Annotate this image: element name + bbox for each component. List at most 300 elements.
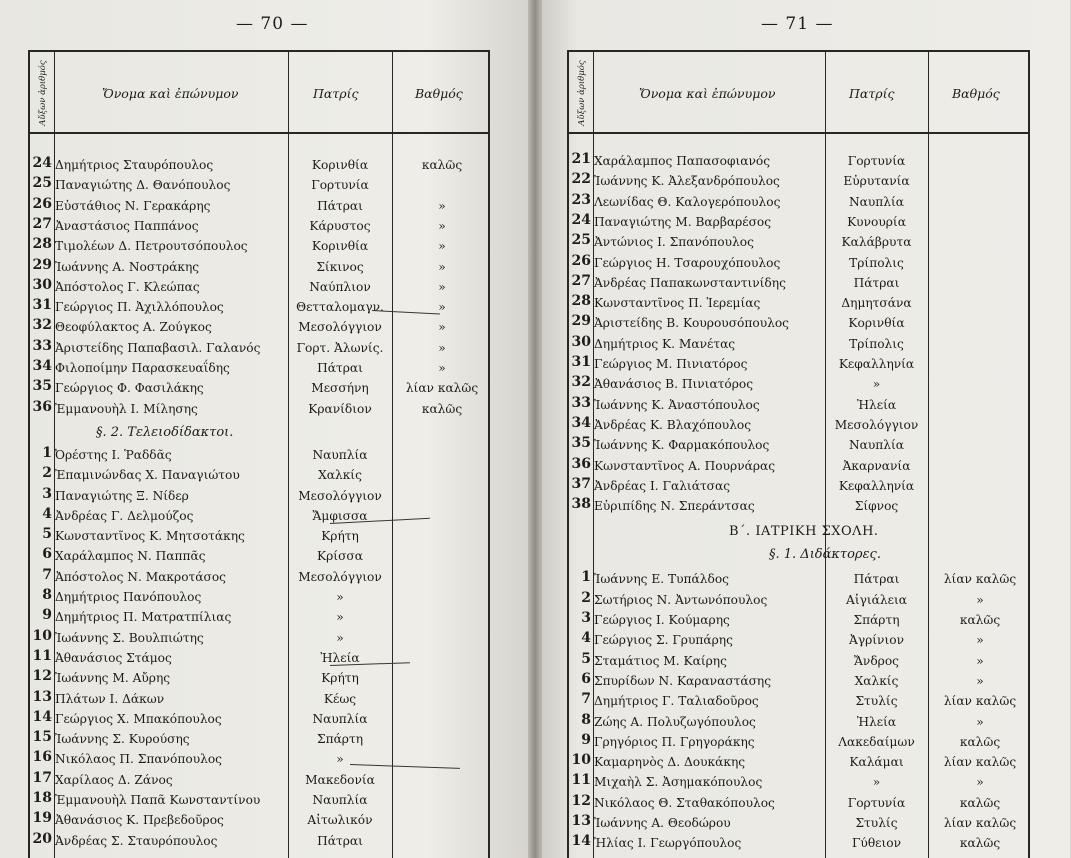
table-row xyxy=(30,832,488,853)
row-number: 35 xyxy=(571,435,591,452)
row-homeland: Κρήτη xyxy=(321,529,359,544)
row-grade: » xyxy=(438,300,446,315)
table-row xyxy=(569,611,1028,632)
row-name: Σταμάτιος Μ. Καίρης xyxy=(594,653,727,668)
row-name: Ἰωάννης Κ. Φαρμακόπουλος xyxy=(594,438,770,453)
table-row xyxy=(569,416,1028,437)
row-name: Σωτήριος Ν. Ἀντωνόπουλος xyxy=(594,592,768,607)
header-number: Αὔξων ἀριθμός xyxy=(577,60,587,126)
row-name: Φιλοποίμην Παρασκευαΐδης xyxy=(55,361,230,375)
row-homeland: Ἄνδρος xyxy=(853,653,900,668)
page-number: — 70 — xyxy=(236,14,309,34)
row-number: 12 xyxy=(571,792,591,809)
row-grade: » xyxy=(438,218,446,233)
row-homeland: Γορτυνία xyxy=(847,154,906,168)
row-grade: » xyxy=(976,653,984,668)
row-grade: λίαν καλῶς xyxy=(943,816,1017,830)
row-number: 29 xyxy=(32,256,52,273)
table-row xyxy=(30,237,488,258)
row-grade: λίαν καλῶς xyxy=(943,694,1017,709)
table-row xyxy=(569,733,1028,754)
row-grade: » xyxy=(438,340,446,355)
header-homeland: Πατρίς xyxy=(313,86,359,101)
school-title: Β΄. ΙΑΤΡΙΚΗ ΣΧΟΛΗ. xyxy=(729,524,879,540)
row-homeland: Μακεδονία xyxy=(305,772,375,787)
row-name: Ἀνδρέας Σ. Σταυρόπουλος xyxy=(55,833,218,848)
row-number: 15 xyxy=(32,729,52,746)
header-grade: Βαθμός xyxy=(952,86,1000,101)
row-name: Γεώργιος Φ. Φασιλάκης xyxy=(55,381,204,396)
row-grade: καλῶς xyxy=(959,795,1001,810)
row-number: 22 xyxy=(571,171,591,188)
table-row xyxy=(30,466,488,487)
row-number: 10 xyxy=(32,627,52,644)
row-number: 7 xyxy=(581,691,591,708)
table-row xyxy=(569,591,1028,612)
table-row xyxy=(569,713,1028,734)
table-row xyxy=(30,750,488,771)
row-grade: » xyxy=(438,259,446,274)
row-name: Γεώργιος Ι. Κούμαρης xyxy=(594,613,730,627)
table-row xyxy=(30,730,488,751)
row-number: 36 xyxy=(571,455,591,472)
row-homeland: » xyxy=(336,752,344,767)
row-name: Ἐπαμινώνδας Χ. Παναγιώτου xyxy=(55,468,240,483)
row-name: Γεώργιος Η. Τσαρουχόπουλος xyxy=(594,255,781,270)
row-name: Ἀνδρέας Ι. Γαλιάτσας xyxy=(594,478,731,493)
row-name: Θεοφύλακτος Α. Ζούγκος xyxy=(55,320,212,335)
row-name: Ἀπόστολος Ν. Μακροτάσος xyxy=(55,569,227,584)
table-row xyxy=(30,217,488,238)
row-number: 4 xyxy=(581,630,591,647)
table-row xyxy=(30,197,488,218)
row-number: 37 xyxy=(571,475,591,492)
table-row xyxy=(569,274,1028,295)
row-homeland: Ναυπλία xyxy=(312,711,368,726)
table-row xyxy=(569,436,1028,457)
row-grade: λίαν καλῶς xyxy=(405,381,479,396)
table-row xyxy=(30,359,488,380)
table-row xyxy=(30,278,488,299)
row-homeland: Στυλίς xyxy=(855,816,898,830)
row-number: 33 xyxy=(32,337,52,354)
row-number: 38 xyxy=(571,496,591,513)
row-homeland: Κορινθία xyxy=(848,316,905,331)
row-number: 13 xyxy=(571,813,591,829)
row-homeland: Μεσολόγγιον xyxy=(298,488,382,503)
register-table-left xyxy=(28,50,490,858)
row-name: Ἀθανάσιος Κ. Πρεβεδοῦρος xyxy=(55,813,224,828)
row-homeland: Κορινθία xyxy=(311,158,369,172)
table-row xyxy=(569,355,1028,376)
table-row xyxy=(30,527,488,548)
row-number: 28 xyxy=(32,236,52,253)
table-row xyxy=(30,568,488,589)
table-row xyxy=(569,570,1028,591)
section-title: §. 1. Διδάκτορες. xyxy=(769,547,881,563)
row-name: Χαράλαμπος Παπασοφιανός xyxy=(594,154,771,168)
row-homeland: Ναυπλία xyxy=(848,194,905,209)
row-number: 5 xyxy=(42,526,52,543)
section-title: §. 2. Τελειοδίδακτοι. xyxy=(96,424,234,440)
table-row xyxy=(569,375,1028,396)
row-homeland: Γύθειον xyxy=(851,836,902,851)
table-row xyxy=(569,814,1028,835)
row-number: 23 xyxy=(571,191,591,208)
row-homeland: Πάτραι xyxy=(317,833,363,848)
row-number: 4 xyxy=(42,505,52,522)
table-row xyxy=(569,652,1028,673)
row-homeland: Σπάρτη xyxy=(853,613,900,627)
row-number: 24 xyxy=(571,211,591,228)
row-homeland: Χαλκίς xyxy=(854,673,899,688)
row-name: Ἀθανάσιος Β. Πινιατόρος xyxy=(594,377,754,392)
row-name: Ἀριστείδης Παπαβασιλ. Γαλανός xyxy=(55,340,261,355)
row-name: Γεώργιος Χ. Μπακόπουλος xyxy=(55,711,222,726)
table-row xyxy=(569,477,1028,498)
row-homeland: Ναυπλία xyxy=(312,793,368,807)
row-homeland: Ἠλεία xyxy=(320,650,360,665)
table-row xyxy=(30,400,488,421)
row-number: 30 xyxy=(571,333,591,350)
row-homeland: Μεσολόγγιον xyxy=(298,569,382,584)
table-row xyxy=(30,379,488,400)
row-number: 35 xyxy=(32,378,52,395)
row-name: Ἀπόστολος Γ. Κλεώπας xyxy=(55,279,200,294)
row-number: 6 xyxy=(42,546,52,563)
row-grade: » xyxy=(976,673,984,688)
row-homeland: Ναυπλία xyxy=(848,438,905,453)
row-name: Ἀντώνιος Ι. Σπανόπουλος xyxy=(594,235,754,250)
row-homeland: Στυλίς xyxy=(855,694,898,709)
row-name: Ἀνδρέας Κ. Βλαχόπουλος xyxy=(594,417,752,432)
row-homeland: Κυνουρία xyxy=(847,214,906,229)
row-number: 3 xyxy=(581,610,591,626)
row-homeland: Γορτ. Ἀλωνίς. xyxy=(296,340,384,355)
row-name: Γεώργιος Σ. Γρυπάρης xyxy=(594,633,733,648)
page-70 xyxy=(0,0,535,858)
row-name: Καμαρηνὸς Δ. Δουκάκης xyxy=(594,755,746,770)
header-name: Ὄνομα καὶ ἐπώνυμον xyxy=(102,86,239,101)
table-row xyxy=(569,213,1028,234)
row-number: 27 xyxy=(571,272,591,289)
row-grade: » xyxy=(976,775,984,790)
table-row xyxy=(30,690,488,711)
row-homeland: Ἠλεία xyxy=(856,397,897,412)
row-number: 20 xyxy=(32,830,52,847)
row-number: 32 xyxy=(571,374,591,391)
row-name: Σπυρίδων Ν. Καραναστάσης xyxy=(594,673,772,688)
row-homeland: Πάτραι xyxy=(317,361,363,375)
row-number: 27 xyxy=(32,215,52,232)
row-name: Παναγιώτης Δ. Θανόπουλος xyxy=(55,178,231,193)
row-name: Παναγιώτης Μ. Βαρβαρέσος xyxy=(594,214,772,229)
row-grade: » xyxy=(438,320,446,335)
row-number: 34 xyxy=(32,358,52,374)
row-grade: » xyxy=(438,279,446,294)
row-name: Λεωνίδας Θ. Καλογερόπουλος xyxy=(594,194,781,209)
row-homeland: Ἀκαρνανία xyxy=(842,458,911,473)
row-grade: » xyxy=(438,361,446,375)
table-row xyxy=(30,547,488,568)
row-name: Γεώργιος Π. Ἀχιλλόπουλος xyxy=(55,300,224,315)
table-row xyxy=(569,773,1028,794)
row-grade: » xyxy=(976,592,984,607)
row-homeland: Θετταλομαγν. xyxy=(296,300,384,315)
row-homeland: » xyxy=(336,630,344,645)
row-name: Πλάτων Ι. Δάκων xyxy=(55,691,165,706)
row-name: Ἐμμανουὴλ Ι. Μίλησης xyxy=(55,401,198,416)
row-name: Ἠλίας Ι. Γεωργόπουλος xyxy=(594,836,742,851)
table-row xyxy=(569,794,1028,815)
row-name: Εὐριπίδης Ν. Σπεράντσας xyxy=(594,499,755,514)
row-homeland: Πάτραι xyxy=(317,198,363,213)
row-name: Χαράλαμπος Ν. Παππᾶς xyxy=(55,549,206,564)
register-table-right xyxy=(567,50,1030,858)
table-row xyxy=(30,629,488,650)
row-number: 26 xyxy=(571,252,591,269)
row-number: 10 xyxy=(571,752,591,769)
row-number: 26 xyxy=(32,195,52,212)
table-row xyxy=(30,156,488,177)
row-number: 28 xyxy=(571,293,591,310)
row-homeland: Ἠλεία xyxy=(856,714,897,729)
row-number: 3 xyxy=(42,485,52,502)
row-homeland: Τρίπολις xyxy=(849,336,904,351)
table-row xyxy=(30,710,488,731)
table-row xyxy=(30,298,488,319)
row-homeland: » xyxy=(872,775,881,790)
row-grade: λίαν καλῶς xyxy=(943,755,1017,770)
row-homeland: Ναύπλιον xyxy=(309,279,371,294)
row-grade: καλῶς xyxy=(421,401,463,416)
row-name: Ἰωάννης Σ. Κυρούσης xyxy=(55,732,190,747)
row-name: Εὐστάθιος Ν. Γερακάρης xyxy=(55,198,211,213)
row-number: 13 xyxy=(32,688,52,705)
row-number: 32 xyxy=(32,317,52,334)
row-name: Ὀρέστης Ι. Ῥαδδᾶς xyxy=(55,447,172,462)
row-grade: καλῶς xyxy=(959,734,1001,749)
row-name: Νικόλαος Π. Σπανόπουλος xyxy=(55,752,223,767)
row-homeland: Κάρυστος xyxy=(309,218,371,233)
row-name: Χαρίλαος Δ. Ζάνος xyxy=(55,772,173,787)
table-row xyxy=(30,811,488,832)
row-number: 25 xyxy=(32,175,52,192)
row-number: 33 xyxy=(571,394,591,411)
row-number: 9 xyxy=(581,731,591,748)
table-row xyxy=(569,692,1028,713)
table-row xyxy=(30,176,488,197)
row-number: 31 xyxy=(32,297,52,314)
row-name: Ἀνδρέας Παπακωνσταντινίδης xyxy=(594,275,786,290)
row-homeland: Σίφνος xyxy=(854,499,899,514)
row-number: 30 xyxy=(32,276,52,293)
row-homeland: Μεσολόγγιον xyxy=(298,320,382,335)
row-grade: καλῶς xyxy=(959,836,1001,851)
row-homeland: Αἰτωλικόν xyxy=(307,813,373,828)
row-number: 1 xyxy=(581,569,591,586)
row-name: Ἀριστείδης Β. Κουρουσόπουλος xyxy=(594,316,790,331)
row-homeland: Χαλκίς xyxy=(318,468,362,483)
row-name: Τιμολέων Δ. Πετρουτσόπουλος xyxy=(55,239,248,254)
row-number: 5 xyxy=(581,650,591,667)
row-homeland: » xyxy=(872,377,881,392)
table-header xyxy=(569,52,1028,134)
table-row xyxy=(569,294,1028,315)
row-number: 19 xyxy=(32,810,52,827)
table-row xyxy=(30,791,488,812)
table-row xyxy=(569,254,1028,275)
row-number: 34 xyxy=(571,414,591,431)
row-name: Δημήτριος Πανόπουλος xyxy=(55,590,202,604)
row-name: Ἰωάννης Α. Θεοδώρου xyxy=(594,816,731,830)
row-number: 8 xyxy=(581,711,591,728)
row-name: Γεώργιος Μ. Πινιατόρος xyxy=(594,357,748,371)
table-row xyxy=(569,172,1028,193)
row-homeland: Μεσολόγγιον xyxy=(834,417,919,432)
row-number: 14 xyxy=(32,708,52,725)
row-name: Ζώης Α. Πολυζωγόπουλος xyxy=(594,714,756,729)
row-number: 11 xyxy=(571,772,591,789)
table-row xyxy=(30,649,488,670)
row-homeland: Εὐρυτανία xyxy=(843,174,910,189)
row-number: 31 xyxy=(571,354,591,370)
row-number: 11 xyxy=(32,647,52,664)
row-number: 2 xyxy=(581,589,591,606)
table-row xyxy=(569,193,1028,214)
row-name: Ἐμμανουὴλ Παπᾶ Κωνσταντίνου xyxy=(55,793,261,807)
row-name: Ἰωάννης Ε. Τυπάλδος xyxy=(594,572,729,587)
table-row xyxy=(30,771,488,792)
row-number: 21 xyxy=(571,151,591,167)
row-number: 18 xyxy=(32,790,52,806)
row-homeland: » xyxy=(336,590,344,604)
row-homeland: Πάτραι xyxy=(853,275,900,290)
table-row xyxy=(30,339,488,360)
header-number: Αὔξων ἀριθμός xyxy=(38,60,48,126)
row-number: 1 xyxy=(42,444,52,461)
row-homeland: Αἰγιάλεια xyxy=(846,592,907,607)
header-name: Ὄνομα καὶ ἐπώνυμον xyxy=(639,86,776,101)
table-row xyxy=(569,335,1028,356)
row-number: 7 xyxy=(42,566,52,583)
table-row xyxy=(569,396,1028,417)
table-row xyxy=(30,318,488,339)
table-row xyxy=(569,233,1028,254)
book-gutter xyxy=(528,0,542,858)
row-number: 2 xyxy=(42,465,52,482)
row-grade: » xyxy=(438,239,446,254)
page-number: — 71 — xyxy=(761,14,834,34)
row-number: 16 xyxy=(32,749,52,766)
row-homeland: Κεφαλληνία xyxy=(838,357,915,371)
row-number: 9 xyxy=(42,607,52,624)
header-grade: Βαθμός xyxy=(415,86,463,101)
row-name: Μιχαὴλ Σ. Ἀσημακόπουλος xyxy=(594,775,763,790)
row-homeland: Ναυπλία xyxy=(312,447,368,462)
row-name: Ἀναστάσιος Παππάνος xyxy=(55,218,199,233)
row-number: 8 xyxy=(42,587,52,603)
row-homeland: Κρανίδιον xyxy=(308,401,372,416)
table-row xyxy=(30,258,488,279)
row-name: Ἰωάννης Κ. Ἀλεξανδρόπουλος xyxy=(594,174,780,189)
row-name: Ἰωάννης Μ. Αὔρης xyxy=(55,671,171,686)
row-number: 12 xyxy=(32,668,52,685)
row-number: 17 xyxy=(32,769,52,786)
row-name: Δημήτριος Κ. Μανέτας xyxy=(594,336,736,351)
row-grade: » xyxy=(976,633,984,648)
row-grade: λίαν καλῶς xyxy=(943,572,1017,587)
row-name: Δημήτριος Σταυρόπουλος xyxy=(55,158,214,172)
table-header xyxy=(30,52,488,134)
row-homeland: Γορτυνία xyxy=(847,795,906,810)
row-name: Γρηγόριος Π. Γρηγοράκης xyxy=(594,734,755,749)
row-name: Ἀνδρέας Γ. Δελμούζος xyxy=(55,508,194,523)
row-number: 24 xyxy=(32,155,52,171)
header-homeland: Πατρίς xyxy=(849,86,895,101)
row-name: Ἰωάννης Κ. Ἀναστόπουλος xyxy=(594,397,760,412)
row-grade: » xyxy=(438,198,446,213)
row-homeland: Σίκινος xyxy=(316,259,364,274)
table-row xyxy=(569,497,1028,518)
table-row xyxy=(30,669,488,690)
row-homeland: Καλάμαι xyxy=(849,755,904,770)
row-homeland: Κεφαλληνία xyxy=(838,478,915,493)
row-name: Κωνσταντῖνος Κ. Μητσοτάκης xyxy=(55,529,245,544)
table-row xyxy=(30,588,488,609)
row-name: Ἰωάννης Α. Νοστράκης xyxy=(55,259,200,274)
row-name: Δημήτριος Γ. Ταλιαδοῦρος xyxy=(594,694,759,709)
row-homeland: Λακεδαίμων xyxy=(838,734,915,749)
table-row xyxy=(569,631,1028,652)
row-grade: καλῶς xyxy=(959,613,1001,627)
table-row xyxy=(569,672,1028,693)
row-homeland: Καλάβρυτα xyxy=(841,235,912,250)
row-grade: καλῶς xyxy=(421,158,463,172)
row-number: 14 xyxy=(571,833,591,850)
row-homeland: Ἀγρίνιον xyxy=(849,633,904,648)
row-grade: » xyxy=(976,714,984,729)
row-homeland: Δημητσάνα xyxy=(841,296,912,311)
row-homeland: Πάτραι xyxy=(853,572,900,587)
row-name: Παναγιώτης Ξ. Νίδερ xyxy=(55,488,189,503)
table-row xyxy=(569,457,1028,478)
row-name: Δημήτριος Π. Ματρατπίλιας xyxy=(55,610,232,625)
row-name: Ἰωάννης Σ. Βουλπιώτης xyxy=(55,630,204,645)
table-row xyxy=(30,446,488,467)
table-row xyxy=(30,487,488,508)
table-row xyxy=(569,152,1028,173)
row-number: 6 xyxy=(581,670,591,687)
row-homeland: Ἄμφισσα xyxy=(312,508,368,523)
row-number: 36 xyxy=(32,398,52,415)
row-homeland: Κέως xyxy=(323,691,357,706)
table-row xyxy=(569,753,1028,774)
row-homeland: Γορτυνία xyxy=(311,178,369,193)
row-homeland: Κορινθία xyxy=(311,239,369,254)
row-homeland: Κρήτη xyxy=(321,671,359,686)
row-number: 29 xyxy=(571,313,591,330)
row-homeland: Κρίσσα xyxy=(317,549,363,564)
table-row xyxy=(569,314,1028,335)
row-homeland: Μεσσήνη xyxy=(311,381,369,396)
row-name: Νικόλαος Θ. Σταθακόπουλος xyxy=(594,795,775,810)
row-name: Ἀθανάσιος Στάμος xyxy=(55,650,172,665)
page-71 xyxy=(535,0,1070,858)
row-name: Κωνσταντῖνος Α. Πουρνάρας xyxy=(594,458,776,473)
row-homeland: » xyxy=(336,610,344,625)
table-row xyxy=(569,834,1028,855)
